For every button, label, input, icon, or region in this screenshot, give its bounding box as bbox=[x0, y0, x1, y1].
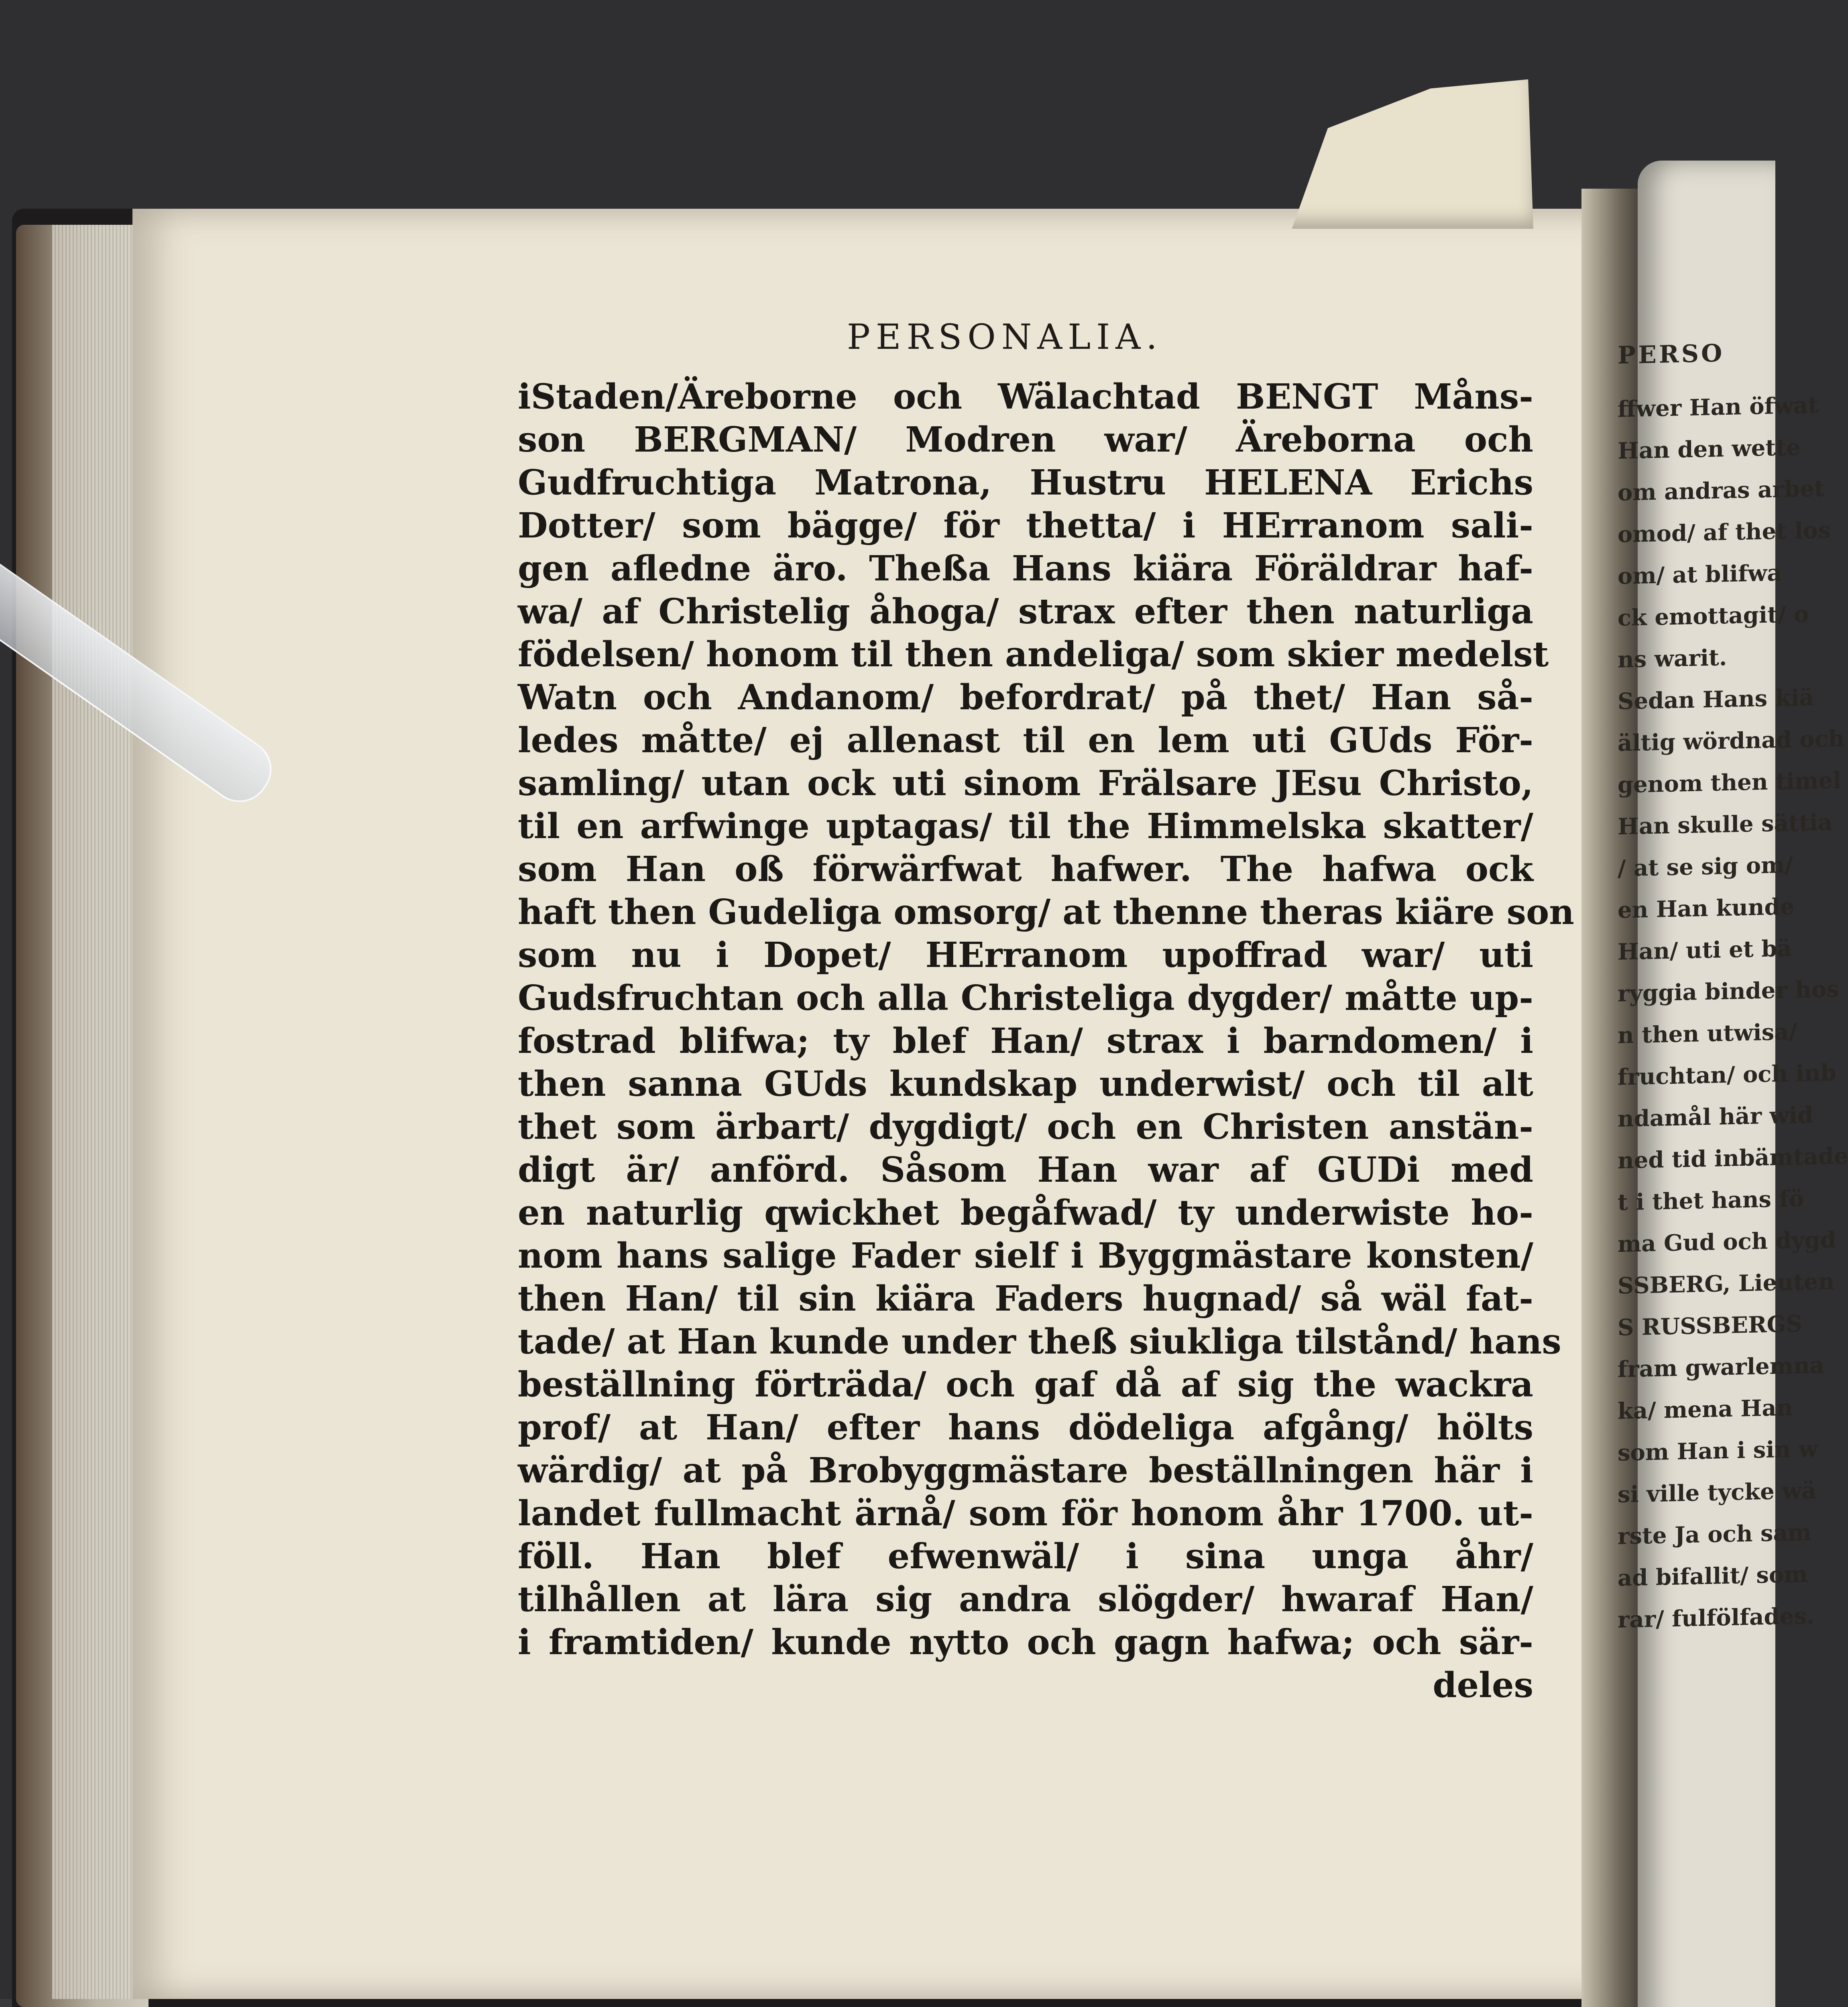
facing-line: Han skulle sättia bbox=[1618, 809, 1833, 840]
text-line: prof/ at Han/ efter hans dödeliga afgång/ hölts bbox=[518, 1407, 1533, 1448]
page-header: PERSONALIA. bbox=[847, 317, 1163, 357]
facing-line: ndamål här wid bbox=[1618, 1101, 1813, 1132]
facing-line: ad bifallit/ som bbox=[1618, 1561, 1808, 1592]
text-line: then Han/ til sin kiära Faders hugnad/ så wäl fat- bbox=[518, 1278, 1533, 1319]
facing-line: si ville tycke wä bbox=[1618, 1477, 1816, 1508]
text-line: som Han oß förwärfwat hafwer. The hafwa ock bbox=[518, 849, 1533, 890]
facing-line: SSBERG, Lieuten bbox=[1618, 1268, 1835, 1299]
text-line: föll. Han blef efwenwäl/ i sina unga åhr/ bbox=[518, 1536, 1533, 1577]
facing-line: Han den wette bbox=[1618, 434, 1801, 464]
text-line: thet som ärbart/ dygdigt/ och en Christen anstän- bbox=[518, 1107, 1533, 1147]
text-line: tade/ at Han kunde under theß siukliga tilstånd/ hans bbox=[518, 1321, 1561, 1362]
text-line: en naturlig qwickhet begåfwad/ ty underwiste ho- bbox=[518, 1193, 1533, 1233]
facing-line: / at se sig om/ bbox=[1618, 851, 1793, 882]
facing-line: rar/ fulfölfades. bbox=[1618, 1602, 1815, 1633]
facing-line: fruchtan/ och inb bbox=[1618, 1059, 1836, 1091]
facing-line: som Han i sin w bbox=[1618, 1435, 1818, 1466]
facing-line: om andras arbet bbox=[1618, 475, 1825, 506]
facing-line: om/ at blifwa bbox=[1618, 560, 1782, 590]
text-line: Gudfruchtiga Matrona, Hustru HELENA Erichs bbox=[518, 462, 1533, 503]
text-line: nom hans salige Fader sielf i Byggmästare konsten/ bbox=[518, 1236, 1533, 1276]
facing-line: ns warit. bbox=[1618, 644, 1727, 673]
facing-page-text bbox=[1618, 332, 1848, 1780]
text-line: son BERGMAN/ Modren war/ Äreborna och bbox=[518, 419, 1533, 460]
text-line: then sanna GUds kundskap underwist/ och til alt bbox=[518, 1064, 1533, 1104]
text-line: landet fullmacht ärnå/ som för honom åhr 1700. ut- bbox=[518, 1493, 1533, 1534]
catchword: deles bbox=[1433, 1665, 1533, 1706]
text-line: Gudsfruchtan och alla Christeliga dygder/ måtte up- bbox=[518, 978, 1533, 1018]
text-line: Watn och Andanom/ befordrat/ på thet/ Han så- bbox=[518, 677, 1533, 718]
facing-line: en Han kunde bbox=[1618, 893, 1795, 924]
page-edges bbox=[52, 225, 145, 1999]
facing-line: fram gwarlemna bbox=[1618, 1352, 1824, 1383]
facing-line: ka/ mena Han bbox=[1618, 1394, 1793, 1425]
text-line: haft then Gudeliga omsorg/ at thenne theras kiäre son bbox=[518, 892, 1574, 932]
text-line: beställning förträda/ och gaf då af sig the wackra bbox=[518, 1364, 1533, 1405]
text-line: gen afledne äro. Theßa Hans kiära Föräldrar haf- bbox=[518, 548, 1533, 589]
facing-line: ältig wördnad och bbox=[1618, 725, 1845, 757]
facing-line: Han/ uti et bä bbox=[1618, 935, 1792, 965]
facing-line: ffwer Han öfwat bbox=[1618, 392, 1819, 423]
text-line: wa/ af Christelig åhoga/ strax efter then naturliga bbox=[518, 591, 1533, 632]
text-line: tilhållen at lära sig andra slögder/ hwaraf Han/ bbox=[518, 1579, 1533, 1620]
text-line: samling/ utan ock uti sinom Frälsare JEsu Christo, bbox=[518, 763, 1533, 804]
facing-line: ned tid inbämtade bbox=[1618, 1142, 1848, 1174]
facing-line: omod/ af thet los bbox=[1618, 517, 1831, 548]
text-line: födelsen/ honom til then andeliga/ som skier medelst bbox=[518, 634, 1549, 675]
facing-page-header: PERSO bbox=[1618, 339, 1725, 370]
facing-line: ryggia binder hos bbox=[1618, 976, 1839, 1007]
facing-line: rste Ja och sam bbox=[1618, 1519, 1812, 1550]
facing-line: genom then timel bbox=[1618, 767, 1842, 798]
text-line: digt är/ anförd. Såsom Han war af GUDi med bbox=[518, 1150, 1533, 1190]
text-line: som nu i Dopet/ HErranom upoffrad war/ uti bbox=[518, 935, 1533, 975]
text-line: ledes måtte/ ej allenast til en lem uti GUds För- bbox=[518, 720, 1533, 761]
paper-bookmark bbox=[1276, 76, 1533, 229]
text-line: Dotter/ som bägge/ för thetta/ i HErranom sali- bbox=[518, 505, 1533, 546]
text-line: til en arfwinge uptagas/ til the Himmelska skatter/ bbox=[518, 806, 1533, 847]
facing-line: ma Gud och dygd bbox=[1618, 1226, 1836, 1258]
page-body-text bbox=[518, 375, 1574, 1707]
facing-line: Sedan Hans kiä bbox=[1618, 684, 1814, 715]
facing-line: n then utwisa/ bbox=[1618, 1018, 1797, 1049]
facing-line: t i thet hans fö bbox=[1618, 1185, 1804, 1216]
text-line: fostrad blifwa; ty blef Han/ strax i barndomen/ i bbox=[518, 1021, 1533, 1061]
text-line: wärdig/ at på Brobyggmästare beställningen här i bbox=[518, 1450, 1533, 1491]
facing-line: S RUSSBERGS bbox=[1618, 1311, 1802, 1341]
text-line: i framtiden/ kunde nytto och gagn hafwa; och sär- bbox=[518, 1622, 1533, 1663]
facing-line: ck emottagit/ o bbox=[1618, 600, 1809, 631]
text-line: iStaden/Äreborne och Wälachtad BENGT Måns- bbox=[518, 377, 1533, 417]
